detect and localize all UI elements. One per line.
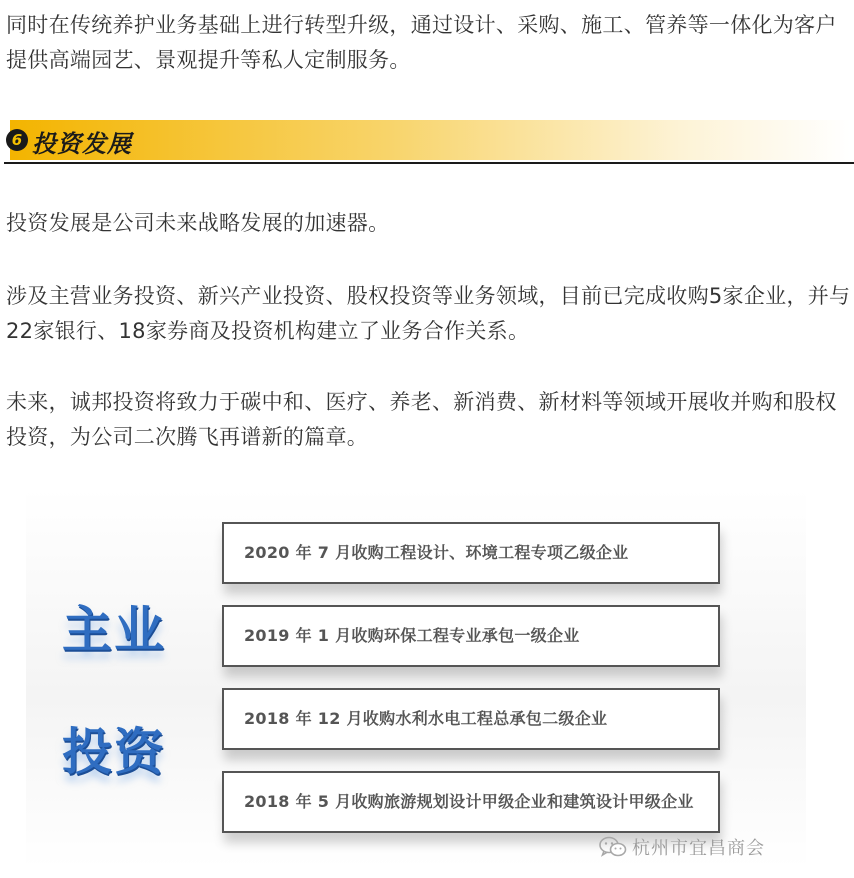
section-title: 投资发展 [32,130,132,158]
investment-scope-paragraph: 涉及主营业务投资、新兴产业投资、股权投资等业务领域，目前已完成收购5家企业，并与22家银行、18家券商及投资机构建立了业务合作关系。 [6,284,851,343]
graphic-label-investment: 投资 [62,723,166,781]
milestone-box [222,522,720,584]
milestone-text: 2020 年 7 月收购工程设计、环境工程专项乙级企业 [244,543,629,562]
wechat-icon [598,835,628,859]
future-outlook-paragraph: 未来，诚邦投资将致力于碳中和、医疗、养老、新消费、新材料等领域开展收并购和股权投资，为公司二次腾飞再谱新的篇章。 [6,390,837,449]
milestone-box [222,605,720,667]
section-header [0,118,854,164]
graphic-label-main-business: 主业 [62,601,166,659]
section-number-badge: 6 [6,129,28,151]
source-watermark [598,834,765,860]
investment-summary-paragraph: 投资发展是公司未来战略发展的加速器。 [6,211,390,235]
milestone-text: 2019 年 1 月收购环保工程专业承包一级企业 [244,626,580,645]
milestone-box [222,688,720,750]
milestone-text: 2018 年 12 月收购水利水电工程总承包二级企业 [244,709,608,728]
milestone-text: 2018 年 5 月收购旅游规划设计甲级企业和建筑设计甲级企业 [244,792,694,811]
section-header-bar [10,120,850,160]
intro-paragraph: 同时在传统养护业务基础上进行转型升级，通过设计、采购、施工、管养等一体化为客户提供高端园艺、景观提升等私人定制服务。 [6,13,837,72]
section-divider [4,162,854,164]
milestone-box [222,771,720,833]
watermark-text: 杭州市宜昌商会 [632,838,765,859]
